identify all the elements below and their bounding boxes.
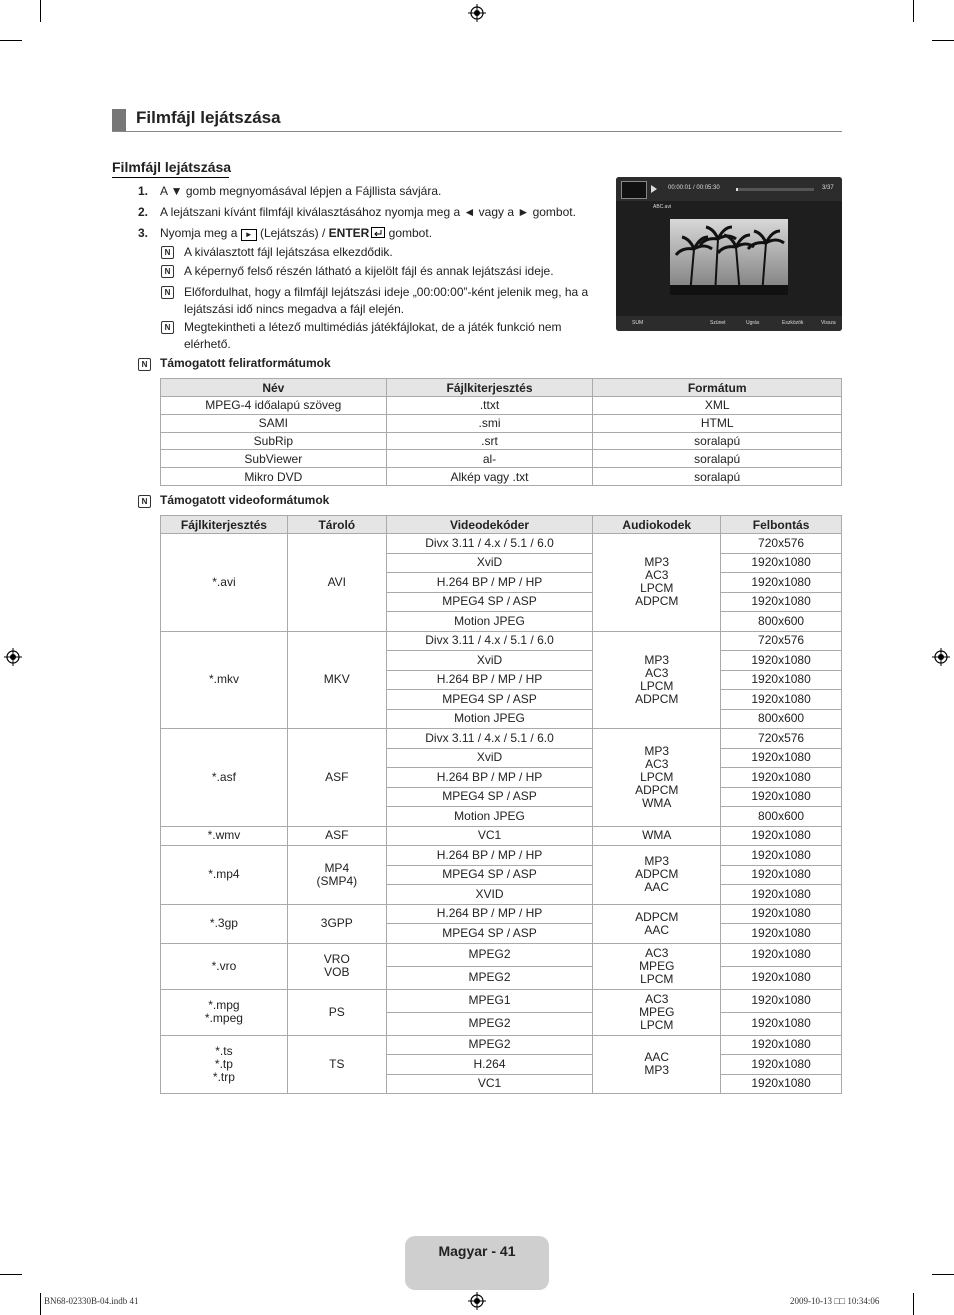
audio-codec-cell: ADPCM AAC bbox=[593, 904, 721, 943]
tv-bottom-bar bbox=[616, 316, 842, 331]
table-cell: soralapú bbox=[593, 468, 842, 486]
table-cell: SAMI bbox=[161, 414, 387, 432]
palm-tree-image bbox=[670, 219, 788, 295]
video-codec-cell: MPEG2 bbox=[386, 1035, 593, 1055]
container-cell: VRO VOB bbox=[287, 943, 386, 989]
sum-label: SUM bbox=[632, 320, 644, 326]
table-row bbox=[161, 414, 842, 432]
step-text-pre: Nyomja meg a bbox=[160, 226, 241, 240]
video-codec-cell: XviD bbox=[386, 651, 593, 671]
print-meta-left: BN68-02330B-04.indb 41 bbox=[44, 1296, 139, 1306]
table-header-cell: Audiokodek bbox=[593, 516, 721, 534]
note-icon: N bbox=[138, 495, 151, 508]
table-row bbox=[161, 826, 842, 846]
extension-cell: *.asf bbox=[161, 729, 288, 827]
tv-control-tools: Eszközök bbox=[782, 320, 804, 326]
note-text: A kiválasztott fájl lejátszása elkezdődik. bbox=[184, 245, 393, 259]
progress-fill bbox=[736, 188, 738, 191]
resolution-cell: 1920x1080 bbox=[721, 768, 842, 788]
table-cell: SubRip bbox=[161, 432, 387, 450]
resolution-cell: 1920x1080 bbox=[721, 904, 842, 924]
note-text: Előfordulhat, hogy a filmfájl lejátszási ideje „00:00:00”-ként jelenik meg, ha a bbox=[184, 285, 589, 299]
video-codec-cell: XviD bbox=[386, 748, 593, 768]
subtitle-formats-table bbox=[160, 378, 842, 486]
video-codec-cell: XVID bbox=[386, 885, 593, 905]
audio-codec-cell: MP3 AC3 LPCM ADPCM bbox=[593, 631, 721, 729]
container-cell: ASF bbox=[287, 729, 386, 827]
note-text: lejátszási idő nincs megadva a fájl elején. bbox=[184, 302, 405, 316]
table-row bbox=[161, 1035, 842, 1055]
registration-mark-icon bbox=[468, 1292, 486, 1310]
table-cell: SubViewer bbox=[161, 450, 387, 468]
container-cell: PS bbox=[287, 989, 386, 1035]
video-codec-cell: Divx 3.11 / 4.x / 5.1 / 6.0 bbox=[386, 534, 593, 554]
crop-mark bbox=[932, 40, 954, 41]
note-icon: N bbox=[161, 246, 174, 259]
table-header-cell: Fájlkiterjesztés bbox=[386, 379, 593, 397]
enter-label: ENTER bbox=[328, 226, 370, 240]
resolution-cell: 720x576 bbox=[721, 534, 842, 554]
resolution-cell: 800x600 bbox=[721, 709, 842, 729]
video-codec-cell: H.264 bbox=[386, 1055, 593, 1075]
video-codec-cell: Divx 3.11 / 4.x / 5.1 / 6.0 bbox=[386, 631, 593, 651]
step-number: 2. bbox=[137, 205, 148, 219]
title-marker bbox=[112, 109, 126, 131]
table-cell: HTML bbox=[593, 414, 842, 432]
play-button-icon: ► bbox=[241, 229, 257, 241]
extension-cell: *.3gp bbox=[161, 904, 288, 943]
video-codec-cell: H.264 BP / MP / HP bbox=[386, 573, 593, 593]
video-codec-cell: XviD bbox=[386, 553, 593, 573]
note-icon: N bbox=[161, 321, 174, 334]
extension-cell: *.ts *.tp *.trp bbox=[161, 1035, 288, 1094]
video-formats-heading: Támogatott videoformátumok bbox=[160, 493, 330, 507]
container-cell: MKV bbox=[287, 631, 386, 729]
table-cell: Alkép vagy .txt bbox=[386, 468, 593, 486]
resolution-cell: 1920x1080 bbox=[721, 1012, 842, 1035]
table-row bbox=[161, 943, 842, 966]
table-row bbox=[161, 397, 842, 415]
table-header-cell: Tároló bbox=[287, 516, 386, 534]
table-cell: XML bbox=[593, 397, 842, 415]
resolution-cell: 1920x1080 bbox=[721, 1055, 842, 1075]
resolution-cell: 1920x1080 bbox=[721, 690, 842, 710]
crop-mark bbox=[913, 0, 914, 22]
extension-cell: *.vro bbox=[161, 943, 288, 989]
section-heading: Filmfájl lejátszása bbox=[112, 159, 232, 175]
video-formats-table bbox=[160, 515, 842, 1094]
container-cell: ASF bbox=[287, 826, 386, 846]
table-row bbox=[161, 904, 842, 924]
video-codec-cell: MPEG4 SP / ASP bbox=[386, 924, 593, 944]
table-cell: Mikro DVD bbox=[161, 468, 387, 486]
tv-counter: 3/37 bbox=[822, 185, 834, 191]
table-cell: .smi bbox=[386, 414, 593, 432]
table-cell: al- bbox=[386, 450, 593, 468]
registration-mark-icon bbox=[468, 4, 486, 22]
extension-cell: *.wmv bbox=[161, 826, 288, 846]
video-codec-cell: Motion JPEG bbox=[386, 807, 593, 827]
resolution-cell: 1920x1080 bbox=[721, 787, 842, 807]
print-meta-right: 2009-10-13 □□ 10:34:06 bbox=[790, 1296, 880, 1306]
page-number: Magyar - 41 bbox=[438, 1243, 516, 1259]
resolution-cell: 1920x1080 bbox=[721, 553, 842, 573]
crop-mark bbox=[40, 0, 41, 22]
table-row bbox=[161, 989, 842, 1012]
video-codec-cell: MPEG2 bbox=[386, 1012, 593, 1035]
table-row bbox=[161, 468, 842, 486]
audio-codec-cell: MP3 ADPCM AAC bbox=[593, 846, 721, 905]
resolution-cell: 1920x1080 bbox=[721, 1035, 842, 1055]
table-header-cell: Videodekóder bbox=[386, 516, 593, 534]
container-cell: AVI bbox=[287, 534, 386, 632]
extension-cell: *.mkv bbox=[161, 631, 288, 729]
audio-codec-cell: MP3 AC3 LPCM ADPCM bbox=[593, 534, 721, 632]
resolution-cell: 1920x1080 bbox=[721, 1074, 842, 1094]
video-codec-cell: H.264 BP / MP / HP bbox=[386, 768, 593, 788]
resolution-cell: 1920x1080 bbox=[721, 670, 842, 690]
video-codec-cell: VC1 bbox=[386, 826, 593, 846]
table-header-cell: Név bbox=[161, 379, 387, 397]
note-icon: N bbox=[161, 265, 174, 278]
resolution-cell: 1920x1080 bbox=[721, 651, 842, 671]
step-text-mid: (Lejátszás) / bbox=[256, 226, 329, 240]
resolution-cell: 720x576 bbox=[721, 631, 842, 651]
video-codec-cell: MPEG1 bbox=[386, 989, 593, 1012]
tv-control-jump: Ugrás bbox=[746, 320, 760, 326]
video-codec-cell: Motion JPEG bbox=[386, 709, 593, 729]
resolution-cell: 1920x1080 bbox=[721, 943, 842, 966]
resolution-cell: 1920x1080 bbox=[721, 885, 842, 905]
enter-icon bbox=[371, 227, 385, 238]
note-icon: N bbox=[161, 286, 174, 299]
video-codec-cell: MPEG2 bbox=[386, 943, 593, 966]
table-cell: MPEG-4 időalapú szöveg bbox=[161, 397, 387, 415]
tv-screen-illustration bbox=[616, 177, 842, 331]
crop-mark bbox=[40, 1293, 41, 1315]
table-header-cell: Fájlkiterjesztés bbox=[161, 516, 288, 534]
crop-mark bbox=[932, 1274, 954, 1275]
note-text: elérhető. bbox=[184, 337, 231, 351]
note-text: Megtekintheti a létező multimédiás játékfájlokat, de a játék funkció nem bbox=[184, 320, 562, 334]
thumbnail-icon bbox=[621, 181, 647, 199]
resolution-cell: 1920x1080 bbox=[721, 573, 842, 593]
resolution-cell: 1920x1080 bbox=[721, 748, 842, 768]
container-cell: MP4 (SMP4) bbox=[287, 846, 386, 905]
subtitle-formats-heading: Támogatott feliratformátumok bbox=[160, 356, 331, 370]
table-row bbox=[161, 534, 842, 554]
table-row bbox=[161, 631, 842, 651]
resolution-cell: 1920x1080 bbox=[721, 826, 842, 846]
video-codec-cell: H.264 BP / MP / HP bbox=[386, 904, 593, 924]
step-text-post: gombot. bbox=[385, 226, 433, 240]
extension-cell: *.mpg *.mpeg bbox=[161, 989, 288, 1035]
video-codec-cell: H.264 BP / MP / HP bbox=[386, 670, 593, 690]
tv-filename: ABC.avi bbox=[653, 204, 672, 210]
registration-mark-icon bbox=[932, 648, 950, 666]
resolution-cell: 1920x1080 bbox=[721, 846, 842, 866]
extension-cell: *.mp4 bbox=[161, 846, 288, 905]
resolution-cell: 1920x1080 bbox=[721, 989, 842, 1012]
container-cell: TS bbox=[287, 1035, 386, 1094]
table-header-cell: Formátum bbox=[593, 379, 842, 397]
crop-mark bbox=[913, 1293, 914, 1315]
resolution-cell: 800x600 bbox=[721, 807, 842, 827]
table-header-cell: Felbontás bbox=[721, 516, 842, 534]
video-codec-cell: MPEG2 bbox=[386, 966, 593, 989]
title-divider bbox=[112, 131, 842, 132]
extension-cell: *.avi bbox=[161, 534, 288, 632]
resolution-cell: 1920x1080 bbox=[721, 592, 842, 612]
video-codec-cell: VC1 bbox=[386, 1074, 593, 1094]
table-cell: .srt bbox=[386, 432, 593, 450]
note-text: A képernyő felső részén látható a kijelölt fájl és annak lejátszási ideje. bbox=[184, 264, 554, 278]
audio-codec-cell: WMA bbox=[593, 826, 721, 846]
video-codec-cell: MPEG4 SP / ASP bbox=[386, 690, 593, 710]
video-codec-cell: MPEG4 SP / ASP bbox=[386, 787, 593, 807]
table-row bbox=[161, 729, 842, 749]
table-cell: .ttxt bbox=[386, 397, 593, 415]
section-heading-underline bbox=[112, 177, 229, 178]
video-codec-cell: MPEG4 SP / ASP bbox=[386, 592, 593, 612]
crop-mark bbox=[0, 1274, 22, 1275]
tv-control-pause: Szünet bbox=[710, 320, 726, 326]
page-title: Filmfájl lejátszása bbox=[136, 108, 281, 127]
audio-codec-cell: AAC MP3 bbox=[593, 1035, 721, 1094]
audio-codec-cell: AC3 MPEG LPCM bbox=[593, 989, 721, 1035]
video-codec-cell: Divx 3.11 / 4.x / 5.1 / 6.0 bbox=[386, 729, 593, 749]
table-row bbox=[161, 432, 842, 450]
resolution-cell: 1920x1080 bbox=[721, 924, 842, 944]
video-codec-cell: MPEG4 SP / ASP bbox=[386, 865, 593, 885]
table-row bbox=[161, 450, 842, 468]
step-text: A ▼ gomb megnyomásával lépjen a Fájllista sávjára. bbox=[160, 184, 442, 198]
step-number: 1. bbox=[137, 184, 148, 198]
step-text: A lejátszani kívánt filmfájl kiválasztásához nyomja meg a ◄ vagy a ► gombot. bbox=[160, 205, 576, 219]
play-icon bbox=[651, 185, 657, 193]
table-row bbox=[161, 846, 842, 866]
audio-codec-cell: AC3 MPEG LPCM bbox=[593, 943, 721, 989]
video-codec-cell: Motion JPEG bbox=[386, 612, 593, 632]
step-text bbox=[160, 225, 432, 242]
video-codec-cell: H.264 BP / MP / HP bbox=[386, 846, 593, 866]
registration-mark-icon bbox=[4, 648, 22, 666]
audio-codec-cell: MP3 AC3 LPCM ADPCM WMA bbox=[593, 729, 721, 827]
resolution-cell: 720x576 bbox=[721, 729, 842, 749]
container-cell: 3GPP bbox=[287, 904, 386, 943]
resolution-cell: 1920x1080 bbox=[721, 865, 842, 885]
step-number: 3. bbox=[137, 226, 148, 240]
note-icon: N bbox=[138, 358, 151, 371]
progress-track bbox=[736, 188, 814, 191]
resolution-cell: 1920x1080 bbox=[721, 966, 842, 989]
tv-time: 00:00:01 / 00:05:30 bbox=[668, 185, 720, 191]
table-cell: soralapú bbox=[593, 450, 842, 468]
resolution-cell: 800x600 bbox=[721, 612, 842, 632]
table-cell: soralapú bbox=[593, 432, 842, 450]
crop-mark bbox=[0, 40, 22, 41]
tv-control-back: Vissza bbox=[821, 320, 836, 326]
